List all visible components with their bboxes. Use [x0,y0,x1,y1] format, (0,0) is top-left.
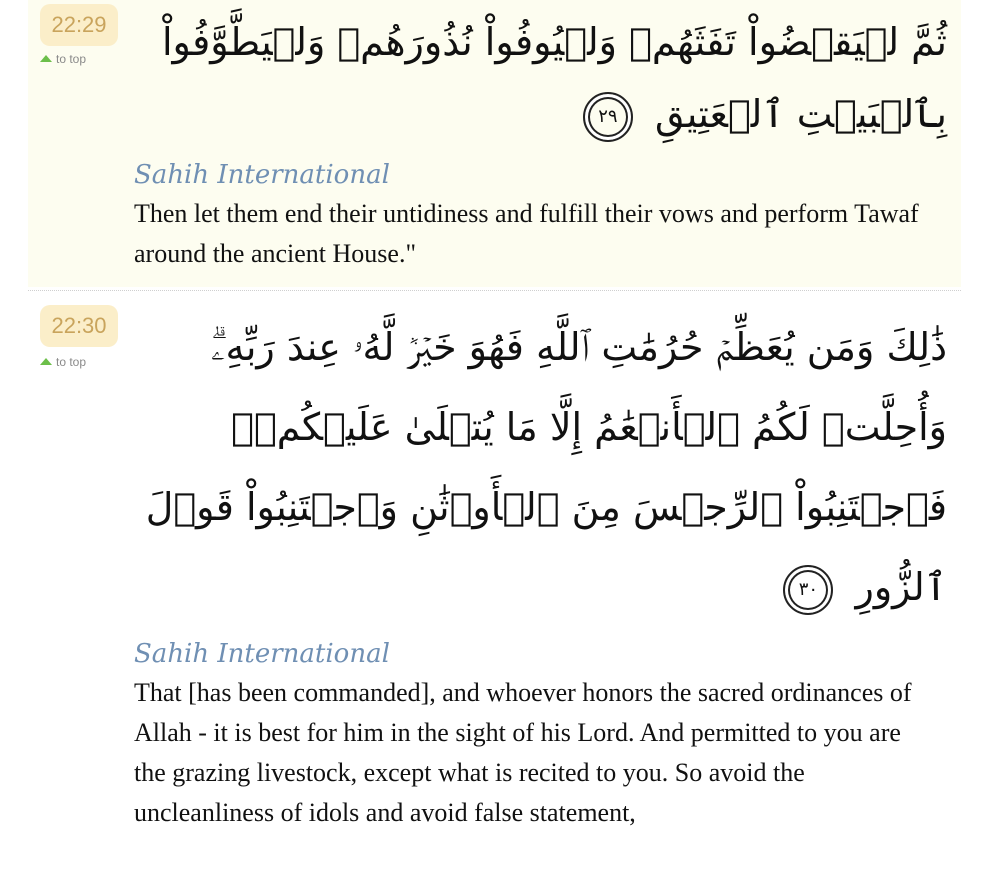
arabic-line [228,547,947,627]
verse-22-29 [28,0,961,287]
to-top-label[interactable]: to top [56,52,87,66]
arabic-line: ثُمَّ لۡيَقۡضُواْ تَفَثَهُمۡ وَلۡيُوفُواْ نُذُورَهُمۡ وَلۡيَطَّوَّفُواْ [161,20,947,64]
to-top-link[interactable] [40,52,86,66]
arabic-text [145,307,947,627]
translator-name: Sahih International [134,160,390,190]
arabic-line: فَٱجۡتَنِبُواْ ٱلرِّجۡسَ مِنَ ٱلۡأَوۡثَٰنِ وَٱجۡتَنِبُواْ قَوۡلَ [145,485,947,529]
arabic-line [228,78,947,150]
ayah-number-marker: ٢٩ [583,92,633,142]
arabic-line-text: بِٱلۡبَيۡتِ ٱلۡعَتِيقِ [655,92,947,136]
arrow-up-icon [40,55,52,62]
translation-text: Then let them end their untidiness and fulfill their vows and perform Tawaf around the ancient House." [134,199,919,268]
translation-text: That [has been commanded], and whoever honors the sacred ordinances of Allah - it is best for him in the sight of his Lord. And permitted to you are the grazing livestock, except what is recited to you. So avoid the uncleanliness of idols and avoid false statement, [134,678,912,827]
to-top-label[interactable]: to top [56,355,87,369]
verse-number-badge[interactable]: 22:30 [40,305,118,347]
to-top-link[interactable] [40,355,86,369]
arrow-up-icon [40,358,52,365]
arabic-line: وَأُحِلَّتۡ لَكُمُ ٱلۡأَنۡعَٰمُ إِلَّا مَا يُتۡلَىٰ عَلَيۡكُمۡۖ [231,405,947,449]
translator-name: Sahih International [134,639,390,669]
arabic-line-text: ٱلزُّورِ [855,565,947,609]
arabic-text [161,6,947,150]
verse-number-badge[interactable]: 22:29 [40,4,118,46]
arabic-line: ذَٰلِكَ وَمَن يُعَظِّمۡ حُرُمَٰتِ ٱللَّهِ فَهُوَ خَيۡرٞ لَّهُۥ عِندَ رَبِّهِۦۗ [211,325,947,369]
verse-divider [28,290,961,291]
verse-22-30 [28,293,961,883]
ayah-number-marker: ٣٠ [783,565,833,615]
